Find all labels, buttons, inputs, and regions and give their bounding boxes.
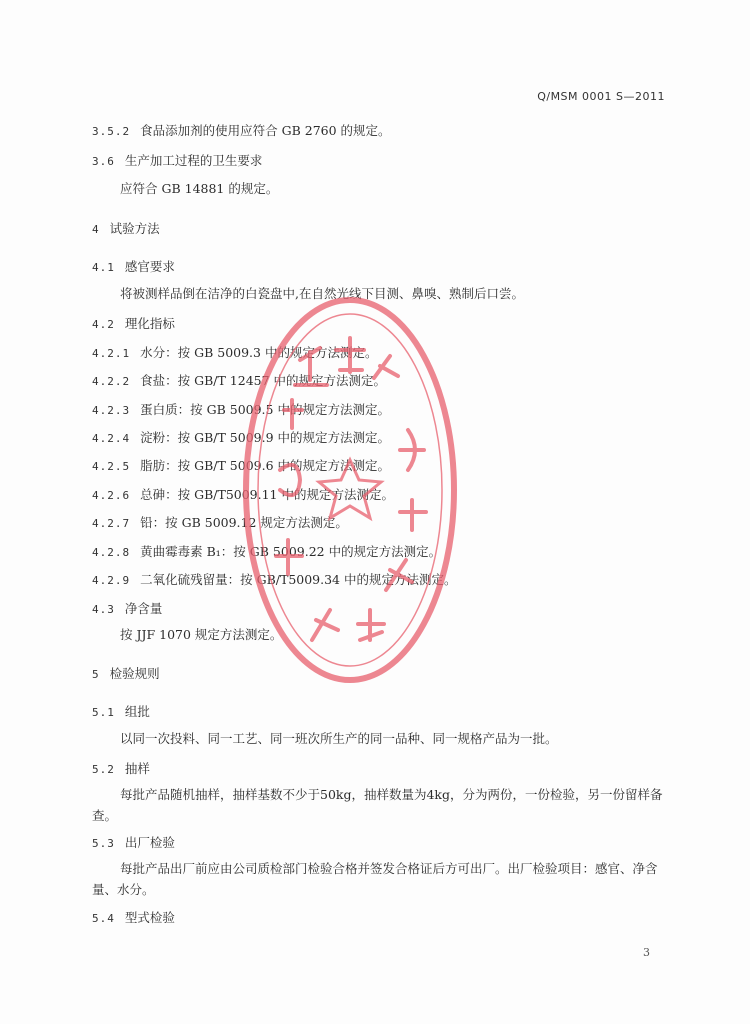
section-title: 出厂检验 <box>124 835 175 850</box>
section-number: 5.2 <box>92 763 115 776</box>
section-title: 组批 <box>124 704 150 719</box>
clause-text: 脂肪：按 GB/T 5009.6 中的规定方法测定。 <box>140 458 391 473</box>
clause-3-5-2 <box>92 121 391 139</box>
section-title: 型式检验 <box>124 910 175 925</box>
paragraph-5-2: 每批产品随机抽样，抽样基数不少于50kg，抽样数量为4kg，分为两份，一份检验，另一份留样备查。 <box>92 787 663 823</box>
section-5-4-heading <box>92 908 175 926</box>
clause-4-2-4 <box>92 428 390 446</box>
clause-number: 3.5.2 <box>92 125 131 138</box>
clause-text: 淀粉：按 GB/T 5009.9 中的规定方法测定。 <box>140 430 391 445</box>
page-number: 3 <box>643 946 650 959</box>
clause-4-2-5 <box>92 456 390 474</box>
section-5-3-heading <box>92 833 175 851</box>
paragraph-5-3: 每批产品出厂前应由公司质检部门检验合格并签发合格证后方可出厂。出厂检验项目：感官、净含量、水分。 <box>92 861 658 897</box>
clause-text: 食品添加剂的使用应符合 GB 2760 的规定。 <box>140 123 391 138</box>
clause-4-2-7 <box>92 513 348 531</box>
clause-text: 总砷：按 GB/T5009.11 中的规定方法测定。 <box>140 487 394 502</box>
clause-text: 水分：按 GB 5009.3 中的规定方法测定。 <box>140 345 378 360</box>
section-5-1-heading <box>92 702 150 720</box>
paragraph-4-3: 按 JJF 1070 规定方法测定。 <box>120 627 283 642</box>
section-title: 净含量 <box>124 601 163 616</box>
clause-number: 4.2.1 <box>92 347 131 360</box>
clause-4-2-1 <box>92 343 377 361</box>
section-number: 5.1 <box>92 706 115 719</box>
section-title: 抽样 <box>124 761 150 776</box>
section-3-6-heading <box>92 151 262 169</box>
section-title: 检验规则 <box>109 666 160 681</box>
clause-number: 4.2.9 <box>92 574 131 587</box>
section-4-1-heading <box>92 257 175 275</box>
clause-text: 铅：按 GB 5009.12 规定方法测定。 <box>140 515 348 530</box>
clause-4-2-8 <box>92 542 441 560</box>
section-5-heading <box>92 664 160 682</box>
section-title: 理化指标 <box>124 316 175 331</box>
clause-number: 4.2.7 <box>92 517 131 530</box>
clause-number: 4.2.3 <box>92 404 131 417</box>
section-title: 感官要求 <box>124 259 175 274</box>
standard-code-header: Q/MSM 0001 S—2011 <box>537 90 665 103</box>
clause-4-2-3 <box>92 400 390 418</box>
section-5-2-heading <box>92 759 150 777</box>
clause-number: 4.2.8 <box>92 546 131 559</box>
paragraph-5-1: 以同一次投料、同一工艺、同一班次所生产的同一品种、同一规格产品为一批。 <box>120 731 558 746</box>
section-number: 4 <box>92 223 100 236</box>
section-number: 4.3 <box>92 603 115 616</box>
clause-number: 4.2.5 <box>92 460 131 473</box>
section-number: 4.1 <box>92 261 115 274</box>
section-number: 5 <box>92 668 100 681</box>
section-number: 3.6 <box>92 155 115 168</box>
section-4-3-heading <box>92 599 162 617</box>
clause-number: 4.2.6 <box>92 489 131 502</box>
paragraph-3-6: 应符合 GB 14881 的规定。 <box>120 181 279 196</box>
paragraph-4-1: 将被测样品倒在洁净的白瓷盘中,在自然光线下目测、鼻嗅、熟制后口尝。 <box>120 286 524 301</box>
clause-4-2-6 <box>92 485 394 503</box>
clause-text: 食盐：按 GB/T 12457 中的规定方法测定。 <box>140 373 387 388</box>
clause-4-2-2 <box>92 371 386 389</box>
clause-number: 4.2.2 <box>92 375 131 388</box>
clause-text: 蛋白质：按 GB 5009.5 中的规定方法测定。 <box>140 402 390 417</box>
clause-4-2-9 <box>92 570 456 588</box>
section-number: 5.3 <box>92 837 115 850</box>
section-number: 5.4 <box>92 912 115 925</box>
section-title: 生产加工过程的卫生要求 <box>124 153 263 168</box>
clause-text: 黄曲霉毒素 B₁：按 GB 5009.22 中的规定方法测定。 <box>140 544 442 559</box>
clause-number: 4.2.4 <box>92 432 131 445</box>
section-4-2-heading <box>92 314 175 332</box>
section-number: 4.2 <box>92 318 115 331</box>
clause-text: 二氧化硫残留量：按 GB/T5009.34 中的规定方法测定。 <box>140 572 457 587</box>
section-title: 试验方法 <box>109 221 160 236</box>
section-4-heading <box>92 219 160 237</box>
